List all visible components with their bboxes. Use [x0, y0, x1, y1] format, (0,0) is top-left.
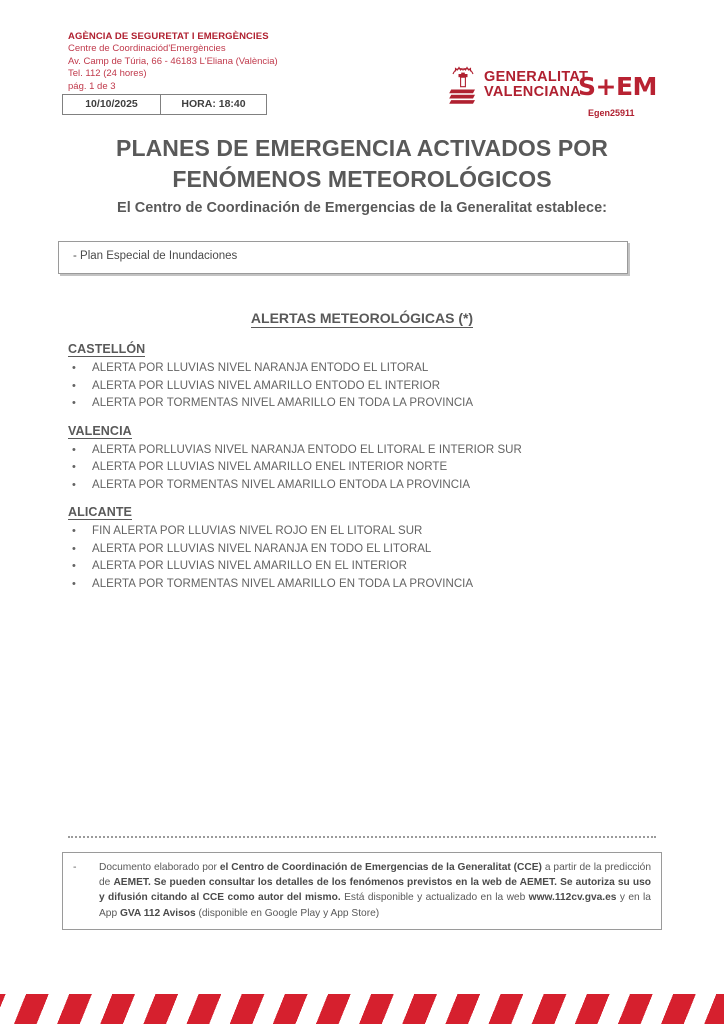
- province-name: CASTELLÓN: [68, 342, 146, 356]
- alerts-section-heading-text: ALERTAS METEOROLÓGICAS (*): [250, 310, 474, 326]
- footer-note-segment: (disponible en Google Play y App Store): [195, 907, 380, 919]
- logo-line-valenciana: VALENCIANA: [484, 84, 581, 100]
- page-title: [0, 133, 724, 195]
- footer-note-segment: www.112cv.gva.es: [528, 892, 617, 904]
- organization-address: Av. Camp de Túria, 66 - 46183 L'Eliana (València): [68, 55, 278, 67]
- document-code: Egen25911: [588, 108, 635, 118]
- document-time: HORA: 18:40: [161, 95, 267, 115]
- document-header: [0, 30, 724, 130]
- alerts-list-container: [68, 340, 668, 602]
- footer-note-text: [99, 860, 651, 921]
- footer-divider: [68, 836, 656, 840]
- bullet-icon: •: [72, 478, 76, 491]
- footer-note-row: [73, 860, 651, 921]
- footer-note-segment: GVA 112 Avisos: [119, 907, 196, 919]
- date-time-table: [62, 94, 267, 115]
- alert-text: ALERTA POR TORMENTAS NIVEL AMARILLO EN TODA LA PROVINCIA: [92, 577, 474, 590]
- generalitat-emblem-icon: [448, 64, 478, 106]
- bullet-icon: •: [72, 362, 76, 374]
- footer-note-segment: el Centro de Coordinación de Emergencias de la Generalitat (CCE): [219, 862, 542, 873]
- footer-note-segment: AEMET. Se pueden consultar los detalles de los fenómenos previstos en la web de AEMET. Se autoriza su uso y difusión citando al CCE como autor del mismo.: [99, 877, 651, 904]
- list-item: [68, 541, 668, 559]
- logo-line-generalitat: GENERALITAT: [484, 68, 589, 85]
- province-name: VALENCIA: [68, 423, 132, 438]
- page-title-line1: PLANES DE EMERGENCIA ACTIVADOS POR: [116, 135, 608, 161]
- bullet-icon: •: [72, 397, 76, 409]
- generalitat-valenciana-logo: [448, 64, 588, 106]
- document-date: 10/10/2025: [63, 95, 161, 115]
- bullet-icon: •: [72, 525, 76, 537]
- organization-name: AGÈNCIA DE SEGURETAT I EMERGÈNCIES: [68, 31, 269, 42]
- bullet-icon: •: [72, 577, 76, 590]
- list-item: [68, 395, 668, 413]
- decorative-stripe-band: [0, 982, 724, 1024]
- footer-bullet-dash: -: [73, 861, 77, 873]
- footer-note-segment: Documento elaborado por: [99, 862, 220, 873]
- bullet-icon: •: [72, 443, 76, 456]
- list-item: [68, 576, 668, 594]
- footer-note-box: [62, 852, 662, 930]
- province-alert-list: [68, 523, 668, 593]
- footer-note-segment: y en la App: [99, 892, 651, 919]
- list-item: [68, 477, 668, 495]
- alert-text: ALERTA POR LLUVIAS NIVEL AMARILLO ENEL INTERIOR NORTE: [92, 461, 448, 473]
- organization-center: Centre de Coordinaciód'Emergències: [68, 43, 226, 54]
- alert-text: ALERTA POR LLUVIAS NIVEL AMARILLO EN EL INTERIOR: [92, 560, 407, 572]
- alert-text: ALERTA POR LLUVIAS NIVEL AMARILLO ENTODO EL INTERIOR: [92, 379, 441, 392]
- alert-text: ALERTA PORLLUVIAS NIVEL NARANJA ENTODO EL LITORAL E INTERIOR SUR: [92, 443, 522, 456]
- table-row: [63, 95, 267, 115]
- list-item: [68, 378, 668, 396]
- bullet-icon: •: [72, 379, 76, 392]
- page-subtitle: El Centro de Coordinación de Emergencias de la Generalitat establece:: [117, 200, 607, 216]
- alert-text: ALERTA POR TORMENTAS NIVEL AMARILLO EN TODA LA PROVINCIA: [92, 397, 474, 409]
- province-group: [68, 503, 668, 593]
- alert-text: ALERTA POR TORMENTAS NIVEL AMARILLO ENTODA LA PROVINCIA: [92, 478, 471, 491]
- bullet-icon: •: [72, 542, 76, 555]
- activated-plan-box: [58, 241, 628, 274]
- list-item: [68, 558, 668, 576]
- province-group: [68, 340, 668, 413]
- footer-note-segment: a partir de la predicción de: [99, 862, 651, 889]
- generalitat-logo-text: [484, 70, 588, 101]
- province-alert-list: [68, 360, 668, 413]
- organization-block: [68, 30, 278, 93]
- province-group: [68, 422, 668, 495]
- page-number: pág. 1 de 3: [68, 80, 116, 92]
- list-item: [68, 459, 668, 477]
- alert-text: ALERTA POR LLUVIAS NIVEL NARANJA EN TODO EL LITORAL: [92, 542, 432, 555]
- list-item: [68, 360, 668, 378]
- alert-text: FIN ALERTA POR LLUVIAS NIVEL ROJO EN EL LITORAL SUR: [92, 525, 423, 537]
- activated-plan-text: - Plan Especial de Inundaciones: [73, 250, 238, 262]
- footer-note-segment: Está disponible y actualizado en la web: [340, 892, 529, 904]
- stripe-pattern: [0, 994, 724, 1024]
- province-alert-list: [68, 442, 668, 495]
- alert-text: ALERTA POR LLUVIAS NIVEL NARANJA ENTODO EL LITORAL: [92, 362, 429, 374]
- organization-phone: Tel. 112 (24 hores): [68, 68, 147, 80]
- alerts-section-heading: [0, 310, 724, 326]
- list-item: [68, 523, 668, 541]
- bullet-icon: •: [72, 461, 76, 473]
- province-name: ALICANTE: [68, 505, 132, 519]
- bullet-icon: •: [72, 560, 76, 572]
- page-title-line2: FENÓMENOS METEOROLÓGICOS: [172, 166, 552, 192]
- list-item: [68, 442, 668, 460]
- stem-logo: S+EM: [578, 72, 657, 101]
